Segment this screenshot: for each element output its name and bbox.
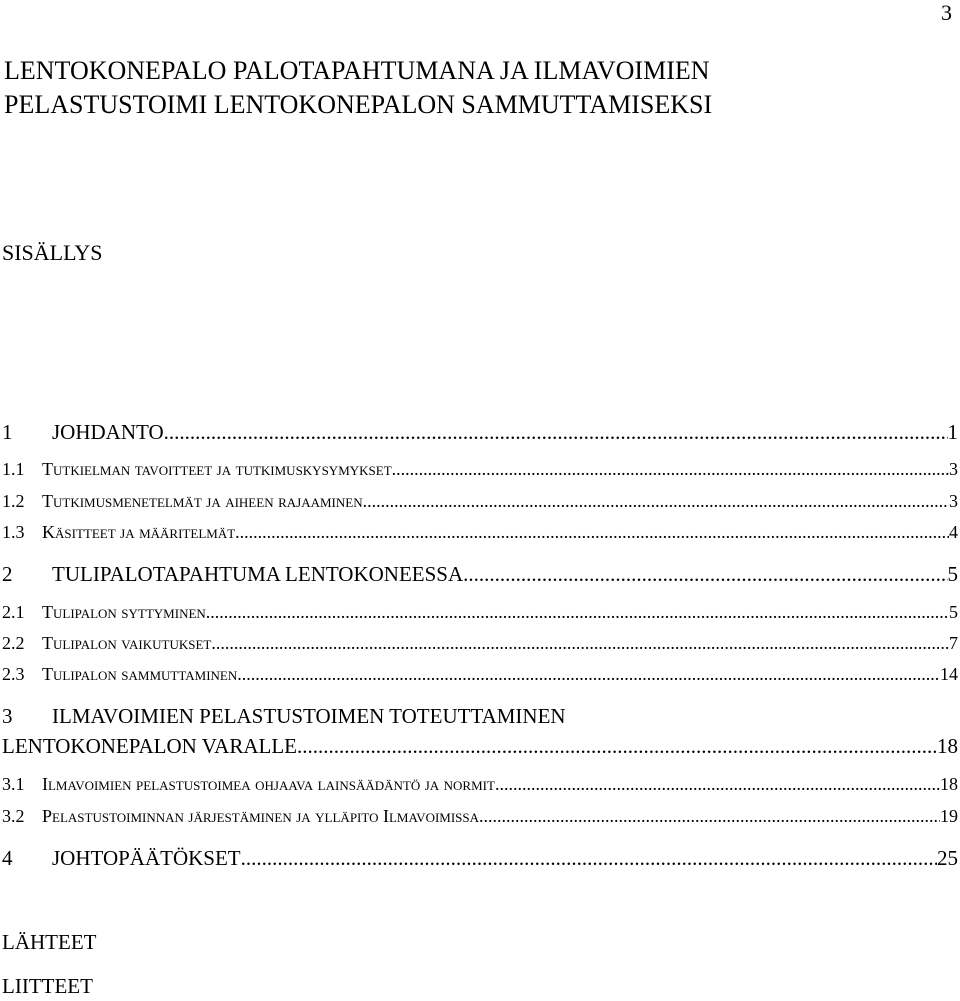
appendices-heading: LIITTEET bbox=[2, 974, 93, 998]
toc-entry-page: 1 bbox=[947, 420, 958, 444]
toc-entry-page: 19 bbox=[940, 806, 958, 826]
toc-leader-dots bbox=[392, 459, 949, 480]
toc-entry-number: 2.3 bbox=[2, 664, 25, 684]
toc-leader-dots bbox=[297, 734, 937, 759]
toc-leader-dots bbox=[495, 774, 940, 795]
toc-entry-page: 7 bbox=[949, 633, 958, 653]
document-title-line-1: LENTOKONEPALO PALOTAPAHTUMANA JA ILMAVOIMIEN bbox=[4, 56, 710, 85]
toc-leader-dots bbox=[237, 664, 940, 685]
toc-entry-number: 1.3 bbox=[2, 522, 25, 542]
toc-entry-number: 2.1 bbox=[2, 602, 25, 622]
toc-entry[interactable] bbox=[2, 774, 960, 802]
toc-entry-number: 3.1 bbox=[2, 774, 25, 794]
toc-leader-dots bbox=[164, 420, 948, 445]
toc-entry-number: 1.2 bbox=[2, 491, 25, 511]
toc-entry-page: 3 bbox=[949, 491, 958, 511]
toc-entry[interactable] bbox=[2, 633, 960, 661]
toc-entry[interactable] bbox=[2, 734, 960, 762]
toc-entry[interactable] bbox=[2, 806, 960, 834]
toc-entry[interactable] bbox=[2, 459, 960, 487]
toc-entry-title: Tulipalon sammuttaminen bbox=[42, 664, 238, 684]
toc-entry-title: Tutkimusmenetelmät ja aiheen rajaaminen bbox=[42, 491, 363, 511]
toc-entry-number: 3.2 bbox=[2, 806, 25, 826]
toc-entry[interactable] bbox=[2, 562, 960, 590]
toc-entry-page: 3 bbox=[949, 459, 958, 479]
toc-leader-dots bbox=[235, 522, 949, 543]
toc-entry-title: JOHTOPÄÄTÖKSET bbox=[52, 846, 241, 870]
toc-entry-page: 14 bbox=[940, 664, 958, 684]
toc-entry-page: 18 bbox=[937, 734, 958, 758]
toc-entry-number: 4 bbox=[2, 846, 13, 870]
toc-entry-page: 4 bbox=[949, 522, 958, 542]
toc-leader-dots bbox=[479, 806, 940, 827]
toc-entry-title: TULIPALOTAPAHTUMA LENTOKONEESSA bbox=[52, 562, 464, 586]
toc-entry[interactable] bbox=[2, 522, 960, 550]
toc-entry-first-line[interactable] bbox=[2, 704, 960, 732]
toc-leader-dots bbox=[206, 602, 949, 623]
toc-leader-dots bbox=[363, 491, 949, 512]
toc-entry-number: 2.2 bbox=[2, 633, 25, 653]
toc-entry-number: 2 bbox=[2, 562, 13, 586]
toc-entry-page: 25 bbox=[937, 846, 958, 870]
toc-entry[interactable] bbox=[2, 664, 960, 692]
toc-entry-title: Tulipalon syttyminen bbox=[42, 602, 206, 622]
page-number: 3 bbox=[941, 0, 952, 25]
toc-entry-number: 3 bbox=[2, 704, 13, 728]
toc-leader-dots bbox=[211, 633, 949, 654]
toc-entry-title-line-1: ILMAVOIMIEN PELASTUSTOIMEN TOTEUTTAMINEN bbox=[52, 704, 566, 728]
toc-entry-page: 18 bbox=[940, 774, 958, 794]
toc-entry[interactable] bbox=[2, 491, 960, 519]
toc-entry[interactable] bbox=[2, 602, 960, 630]
toc-entry[interactable] bbox=[2, 846, 960, 874]
toc-entry-page: 5 bbox=[949, 602, 958, 622]
toc-entry-title: Tutkielman tavoitteet ja tutkimuskysymykset bbox=[42, 459, 392, 479]
toc-entry-title: LENTOKONEPALON VARALLE bbox=[2, 734, 297, 758]
toc-entry-title: JOHDANTO bbox=[52, 420, 164, 444]
document-title-line-2: PELASTUSTOIMI LENTOKONEPALON SAMMUTTAMISEKSI bbox=[4, 90, 713, 119]
toc-entry-number: 1 bbox=[2, 420, 13, 444]
toc-entry-number: 1.1 bbox=[2, 459, 25, 479]
toc-entry-title: Pelastustoiminnan järjestäminen ja ylläpito Ilmavoimissa bbox=[42, 806, 480, 826]
toc-entry-page: 5 bbox=[947, 562, 958, 586]
toc-entry-title: Tulipalon vaikutukset bbox=[42, 633, 212, 653]
toc-leader-dots bbox=[463, 562, 947, 587]
toc-entry-title: Käsitteet ja määritelmät bbox=[42, 522, 236, 542]
toc-leader-dots bbox=[241, 846, 937, 871]
toc-entry-title: Ilmavoimien pelastustoimea ohjaava lainsäädäntö ja normit bbox=[42, 774, 495, 794]
toc-entry[interactable] bbox=[2, 420, 960, 448]
references-heading: LÄHTEET bbox=[2, 930, 97, 954]
toc-heading: SISÄLLYS bbox=[2, 240, 103, 265]
